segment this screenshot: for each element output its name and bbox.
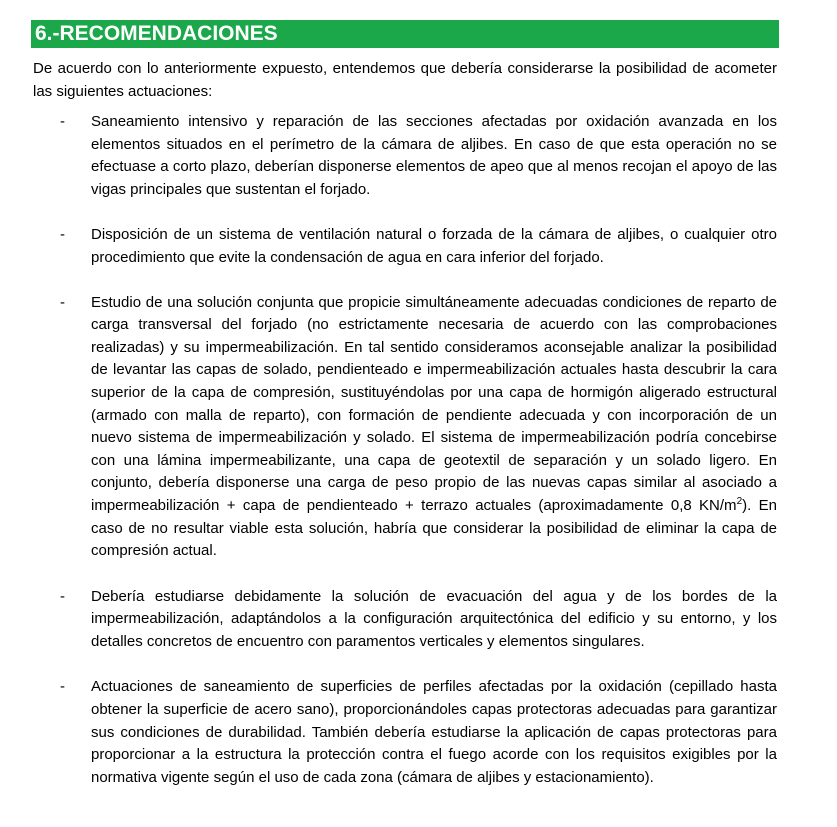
list-item [33,292,777,563]
list-item [33,676,777,789]
list-item [33,224,777,269]
list-item [33,111,777,201]
list-item-text-part: Estudio de una solución conjunta que propicie simultáneamente adecuadas condiciones de reparto de carga transversal del forjado (no estrictamente necesaria de acuerdo con las comprobaciones realizadas) y su impermeabilización. En tal sentido consideramos aconsejable analizar la posibilidad de levantar las capas de solado, pendienteado e impermeabilización actuales hasta descubrir la cara superior de la capa de compresión, sustituyéndolas por una capa de hormigón aligerado estructural (armado con malla de reparto), con formación de pendiente adecuada y con incorporación de un nuevo sistema de impermeabilización y solado. El sistema de impermeabilización podría concebirse con una lámina impermeabilizante, una capa de geotextil de separación y un solado ligero. En conjunto, debería disponerse una carga de peso propio de las nuevas capas similar al asociado a impermeabilización + capa de pendienteado + terrazo actuales (aproximadamente 0,8 KN/m [91,293,777,514]
recommendations-list [33,111,777,789]
intro-paragraph: De acuerdo con lo anteriormente expuesto, entendemos que debería considerarse la posibilidad de acometer las siguientes actuaciones: [33,60,777,100]
list-item-text: Saneamiento intensivo y reparación de las secciones afectadas por oxidación avanzada en los elementos situados en el perímetro de la cámara de aljibes. En caso de que esta operación no se efectuase a corto plazo, deberían disponerse elementos de apeo que al menos recojan el apoyo de las vigas principales que sustentan el forjado. [91,113,777,198]
bullet-dash: - [60,587,65,605]
list-item-text: Debería estudiarse debidamente la solución de evacuación del agua y de los bordes de la impermeabilización, adaptándolos a la configuración arquitectónica del edificio y su entorno, y los detalles concretos de encuentro con paramentos verticales y elementos singulares. [91,587,777,650]
list-item-text-part: ). En caso de no resultar viable esta solución, habría que considerar la posibilidad de eliminar la capa de compresión actual. [91,496,777,560]
bullet-dash: - [60,678,65,696]
bullet-dash: - [60,293,65,311]
section-heading-bar [31,20,779,48]
list-item-text: Actuaciones de saneamiento de superficies de perfiles afectadas por la oxidación (cepillado hasta obtener la superficie de acero sano), proporcionándoles capas protectoras adecuadas para garantizar sus condiciones de durabilidad. También debería estudiarse la aplicación de capas protectoras para proporcionar a la estructura la protección contra el fuego acorde con los requisitos exigibles por la normativa vigente según el uso de cada zona (cámara de aljibes y estacionamiento). [91,678,777,786]
list-item-text [91,294,777,560]
list-item-text: Disposición de un sistema de ventilación natural o forzada de la cámara de aljibes, o cualquier otro procedimiento que evite la condensación de agua en cara inferior del forjado. [91,226,777,266]
bullet-dash: - [60,226,65,244]
superscript: 2 [736,495,743,507]
bullet-dash: - [60,113,65,130]
list-item [33,586,777,654]
section-heading: 6.-RECOMENDACIONES [35,22,278,45]
